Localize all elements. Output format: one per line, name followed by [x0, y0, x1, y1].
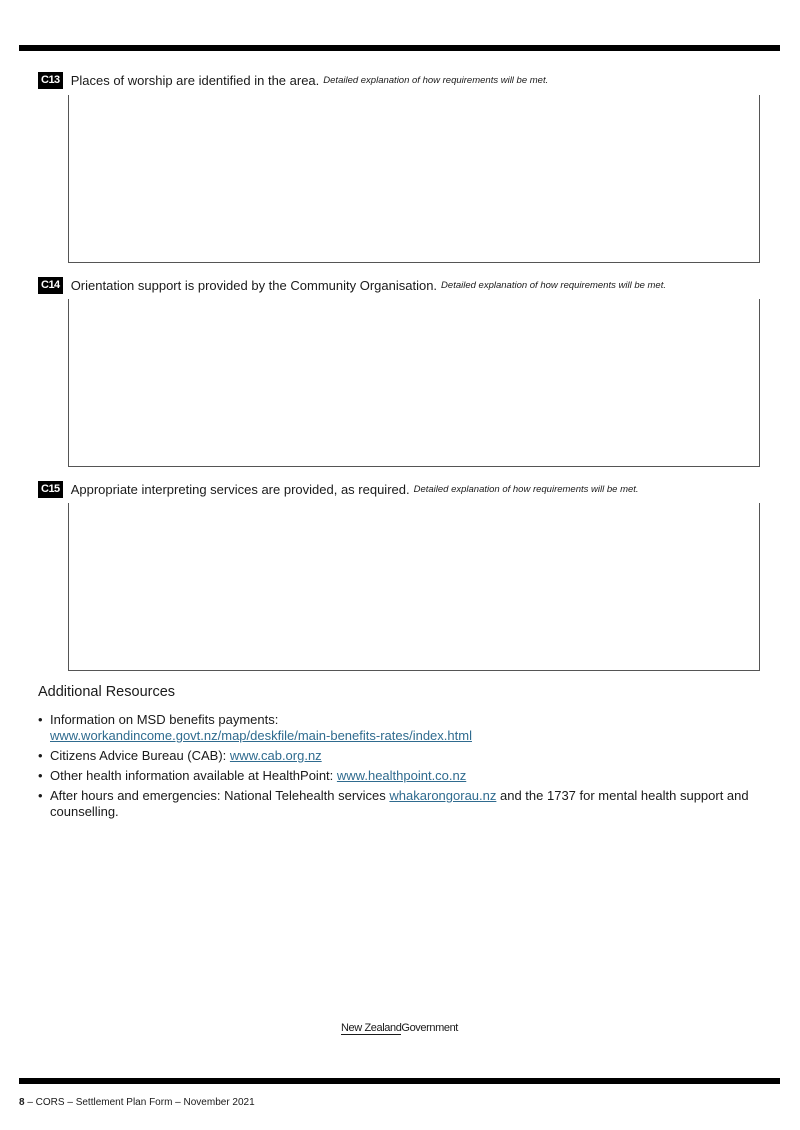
question-note: Detailed explanation of how requirements will be met.	[413, 484, 639, 495]
list-item	[38, 712, 768, 744]
resources-list	[38, 712, 768, 824]
top-rule	[19, 45, 780, 51]
list-item	[38, 748, 768, 764]
footer-text: – CORS – Settlement Plan Form – November 2021	[27, 1097, 255, 1108]
resource-text: Information on MSD benefits payments:	[50, 712, 279, 727]
resource-text: Other health information available at HealthPoint:	[50, 768, 334, 783]
nz-government-logo	[341, 1022, 458, 1034]
question-title: Appropriate interpreting services are provided, as required.	[70, 482, 410, 497]
list-item	[38, 768, 768, 784]
resource-link-cab[interactable]: www.cab.org.nz	[229, 748, 322, 763]
page-number: 8	[19, 1097, 25, 1108]
logo-text-nz: New Zealand	[341, 1022, 402, 1034]
page-footer	[19, 1097, 255, 1108]
question-note: Detailed explanation of how requirements will be met.	[441, 280, 666, 291]
answer-field-c13[interactable]	[68, 95, 760, 263]
resource-link-workandincome[interactable]: www.workandincome.govt.nz/map/deskfile/main-benefits-rates/index.html	[50, 728, 472, 743]
logo-text-government: Government	[401, 1022, 458, 1034]
question-c13-header	[38, 72, 548, 89]
resource-link-healthpoint[interactable]: www.healthpoint.co.nz	[336, 768, 467, 783]
list-item	[38, 788, 768, 820]
additional-resources-heading: Additional Resources	[38, 684, 176, 700]
resource-link-whakarongorau[interactable]: whakarongorau.nz	[389, 788, 497, 803]
bottom-rule	[19, 1078, 780, 1084]
resource-text-after: and the 1737 for mental health support and counselling.	[50, 788, 749, 819]
answer-field-c14[interactable]	[68, 299, 760, 467]
question-code-badge: C13	[38, 72, 63, 89]
question-note: Detailed explanation of how requirements will be met.	[323, 75, 549, 86]
answer-field-c15[interactable]	[68, 503, 760, 671]
question-code-badge: C14	[38, 277, 63, 294]
resource-text: After hours and emergencies: National Telehealth services	[50, 788, 386, 803]
question-title: Orientation support is provided by the Community Organisation.	[70, 278, 438, 293]
resource-text: Citizens Advice Bureau (CAB):	[50, 748, 227, 763]
question-code-badge: C15	[38, 481, 63, 498]
question-c14-header	[38, 277, 666, 294]
question-c15-header	[38, 481, 639, 498]
question-title: Places of worship are identified in the area.	[70, 73, 320, 88]
